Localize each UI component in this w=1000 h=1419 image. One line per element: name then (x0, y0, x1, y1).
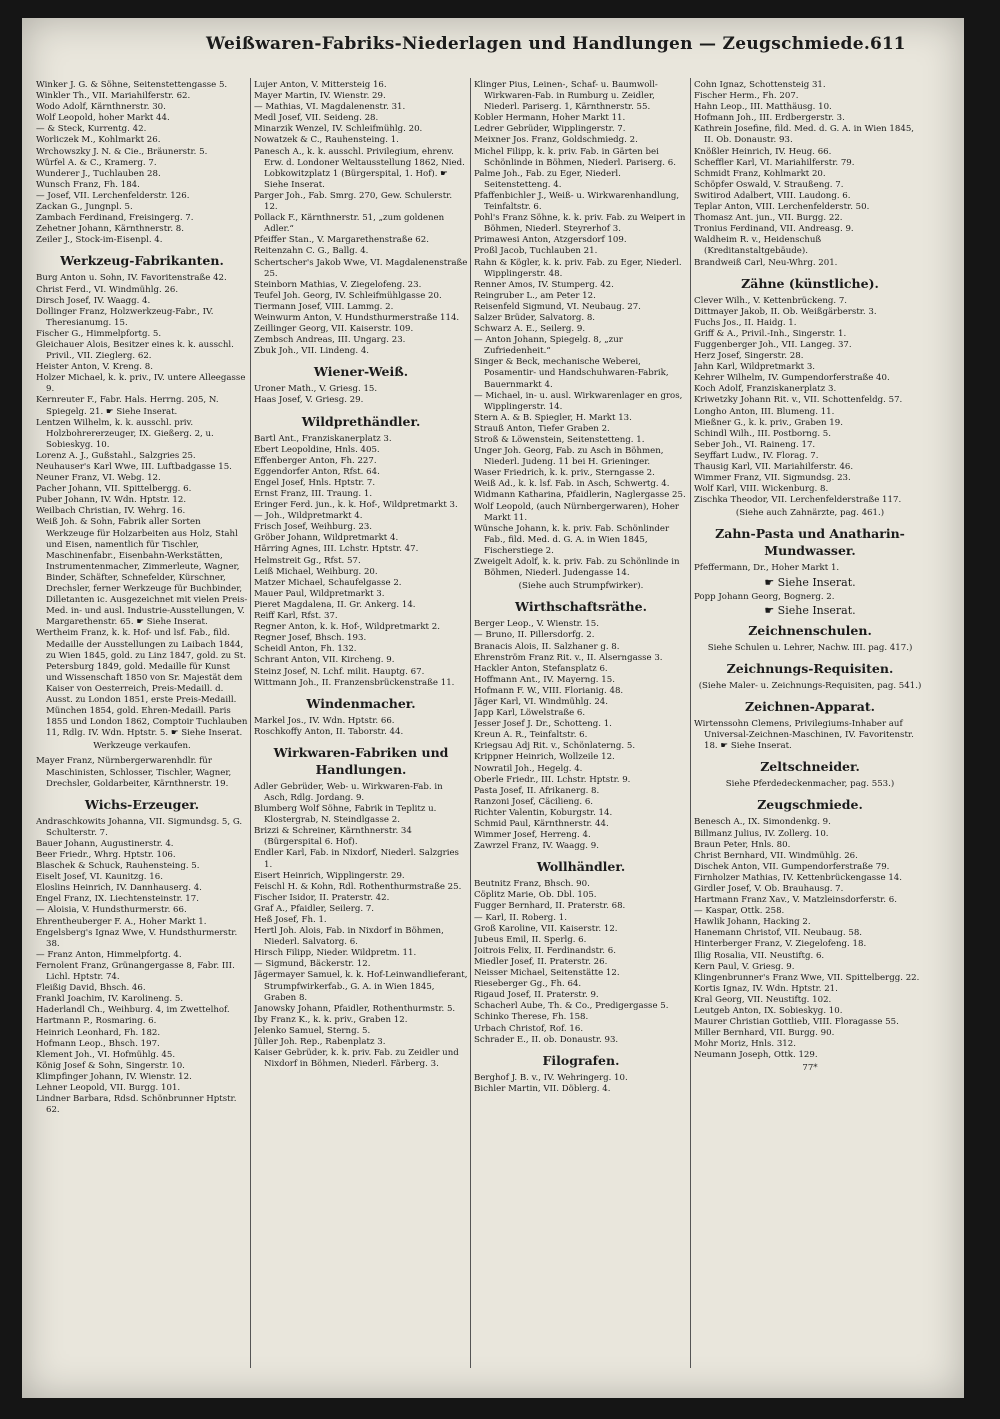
directory-entry: Klement Joh., VI. Hofmühlg. 45. (36, 1049, 176, 1060)
directory-entry: Frisch Josef, Weihburg. 23. (254, 522, 373, 533)
directory-entry: Lentzen Wilhelm, k. k. ausschl. priv. Holzbohrererzeuger, IX. Gießerg. 2, u. Sobieskyg. 10. (36, 417, 214, 450)
column-rule (250, 78, 251, 1368)
directory-entry: Oberle Friedr., III. Lchstr. Hptstr. 9. (474, 774, 631, 785)
directory-page (22, 18, 964, 1398)
directory-entry: Nowratil Joh., Hegelg. 4. (474, 763, 583, 774)
directory-entry: Fuchs Jos., II. Haidg. 1. (694, 317, 797, 328)
directory-entry: Neuner Franz, VI. Webg. 12. (36, 473, 161, 484)
directory-entry: Teplar Anton, VIII. Lerchenfelderstr. 50. (694, 202, 870, 213)
directory-entry: Richter Valentin, Koburgstr. 14. (474, 807, 613, 818)
directory-entry: Puber Johann, IV. Wdn. Hptstr. 12. (36, 495, 187, 506)
directory-entry: — Sigmund, Bäckerstr. 12. (254, 959, 371, 970)
directory-entry: Fuggenberger Joh., VII. Langeg. 37. (694, 339, 852, 350)
cross-reference-note: (Siehe auch Strumpfwirker). (518, 581, 644, 592)
directory-entry: Longho Anton, III. Blumeng. 11. (694, 406, 835, 417)
directory-entry: Tronius Ferdinand, VII. Andreasg. 9. (694, 224, 854, 235)
directory-entry: Dollinger Franz, Holzwerkzeug-Fabr., IV. Theresianumg. 15. (36, 306, 214, 328)
directory-entry: Bartl Ant., Franziskanerplatz 3. (254, 433, 392, 444)
directory-entry: Wimmer Josef, Herreng. 4. (474, 830, 591, 841)
directory-entry: Hinterberger Franz, V. Ziegelofeng. 18. (694, 939, 867, 950)
directory-entry: Schöpfer Oswald, V. Straußeng. 7. (694, 179, 844, 190)
directory-entry: Ehrentheuberger F. A., Hoher Markt 1. (36, 916, 207, 927)
directory-entry: Michel Filipp, k. k. priv. Fab. in Gärten bei Schönlinde in Böhmen, Niederl. Pariserg. 6. (474, 146, 676, 168)
directory-entry: Seyffart Ludw., IV. Florag. 7. (694, 450, 819, 461)
directory-entry: Schwarz A. E., Seilerg. 9. (474, 324, 586, 335)
directory-entry: Andraschkowits Johanna, VII. Sigmundsg. 5, G. Schulterstr. 7. (36, 816, 243, 838)
directory-entry: Meixner Jos. Franz, Goldschmiedg. 2. (474, 135, 638, 146)
section-heading: Wildprethändler. (301, 413, 421, 429)
directory-entry: Eiselt Josef, VI. Kaunitzg. 16. (36, 872, 163, 883)
directory-entry: Weilbach Christian, IV. Wehrg. 16. (36, 506, 186, 517)
directory-entry: Frankl Joachim, IV. Karolineng. 5. (36, 994, 184, 1005)
directory-entry: Brandweiß Carl, Neu-Whrg. 201. (694, 257, 838, 268)
directory-entry: Leiß Michael, Weihburg. 20. (254, 566, 378, 577)
section-heading: Windenmacher. (306, 695, 416, 711)
directory-entry: Rieseberger Gg., Fh. 64. (474, 979, 582, 990)
directory-entry: Scheffler Karl, VI. Mariahilferstr. 79. (694, 157, 855, 168)
directory-entry: Miller Bernhard, VII. Burgg. 90. (694, 1028, 835, 1039)
directory-entry: Pohl's Franz Söhne, k. k. priv. Fab. zu Weipert in Böhmen, Niederl. Steyrerhof 3. (474, 213, 686, 235)
directory-entry: — Franz Anton, Himmelpfortg. 4. (36, 949, 182, 960)
directory-entry: Wimmer Franz, VII. Sigmundsg. 23. (694, 473, 851, 484)
directory-entry: Wodo Adolf, Kärnthnerstr. 30. (36, 102, 166, 113)
directory-entry: — Aloisia, V. Hundsthurmerstr. 66. (36, 905, 187, 916)
directory-entry: Urbach Christof, Rof. 16. (474, 1023, 584, 1034)
section-heading: Wiener-Weiß. (313, 364, 409, 380)
directory-entry: Feischl H. & Kohn, Rdl. Rothenthurmstraße 25. (254, 881, 462, 892)
directory-entry: Salzer Brüder, Salvatorg. 8. (474, 312, 596, 323)
directory-entry: Stern A. & B. Spiegler, H. Markt 13. (474, 412, 632, 423)
column-1 (36, 80, 248, 1378)
directory-entry: Schacherl Aube, Th. & Co., Predigergasse 5. (474, 1001, 669, 1012)
directory-entry: Weiß Ad., k. k. lsf. Fab. in Asch, Schwertg. 4. (474, 479, 670, 490)
directory-entry: Kernreuter F., Fabr. Hals. Herrng. 205, N. Spiegelg. 21. ☛ Siehe Inserat. (36, 395, 219, 417)
directory-entry: Schmid Paul, Kärnthnerstr. 44. (474, 819, 609, 829)
column-4 (694, 80, 926, 1378)
directory-entry: Hofmann F. W., VIII. Florianig. 48. (474, 685, 624, 696)
directory-entry: Wünsche Johann, k. k. priv. Fab. Schönlinder Fab., fild. Med. d. G. A. in Wien 1845, Fischerstiege 2. (474, 523, 670, 556)
directory-entry: Pfaffenbichler J., Weiß- u. Wirkwarenhandlung, Teinfaltstr. 6. (474, 190, 680, 213)
directory-entry: Heß Josef, Fh. 1. (254, 915, 327, 925)
directory-entry: Wunderer J., Tuchlauben 28. (36, 168, 161, 179)
directory-entry: — Michael, in- u. ausl. Wirkwarenlager en gros, Wipplingerstr. 14. (474, 390, 683, 412)
section-heading: Wirthschaftsräthe. (515, 599, 647, 615)
directory-entry: Fischer Isidor, II. Praterstr. 42. (254, 892, 390, 903)
page-header (22, 34, 964, 68)
directory-entry: Fischer G., Himmelpfortg. 5. (36, 328, 162, 339)
directory-entry: Steinz Josef, N. Lchf. milit. Hauptg. 67. (254, 666, 425, 677)
directory-entry: Holzer Michael, k. k. priv., IV. untere Alleegasse 9. (36, 373, 246, 395)
directory-entry: Heister Anton, V. Kreng. 8. (36, 362, 153, 373)
directory-entry: Ranzoni Josef, Cäcilieng. 6. (474, 796, 594, 807)
directory-entry: Blaschek & Schuck, Rauhensteing. 5. (36, 861, 200, 872)
directory-entry: Mießner G., k. k. priv., Graben 19. (694, 417, 843, 428)
directory-entry: Reisenfeld Sigmund, VI. Neubaug. 27. (474, 301, 641, 312)
section-heading: Wollhändler. (536, 859, 626, 875)
section-heading: Zahn-Pasta und Anatharin-Mundwasser. (715, 526, 905, 559)
directory-entry: Primawesi Anton, Atzgersdorf 109. (474, 235, 627, 246)
directory-entry: Reiff Karl, Rfst. 37. (254, 611, 338, 622)
directory-entry: Jesser Josef J. Dr., Schotteng. 1. (474, 719, 612, 730)
directory-entry: Herz Josef, Singerstr. 28. (694, 351, 804, 362)
section-heading: Wichs-Erzeuger. (84, 796, 200, 812)
cross-reference-note: (Siehe Maler- u. Zeichnungs-Requisiten, pag. 541.) (698, 680, 922, 691)
directory-entry: Janowsky Johann, Pfaidler, Rothenthurmstr. 5. (254, 1003, 456, 1014)
directory-entry: Graf A., Pfaidler, Seilerg. 7. (254, 903, 375, 914)
directory-entry: Weinwurm Anton, V. Hundsthurmerstraße 114. (254, 312, 460, 323)
directory-entry: Pieret Magdalena, II. Gr. Ankerg. 14. (254, 599, 416, 610)
column-rule (470, 78, 471, 1368)
directory-entry: Haas Josef, V. Griesg. 29. (254, 395, 364, 406)
cross-reference-note: 77* (802, 1063, 818, 1074)
directory-entry: Wertheim Franz, k. k. Hof- und lsf. Fab., fild. Medaille der Ausstellungen zu Laibach 1844, zu Wien 1845, gold. zu Linz 1847, gold. zu St. Petersburg 1849, gold. Medaille für Kunst und Wissenschaft 1850 von Sr. Majestät dem Kaiser von Oesterreich, Preis-Medaill. d. Ausst. zu London 1851, erste Preis-Medaill. München 1854, gold. Ehren-Medaill. Paris 1855 und London 1862, Comptoir Tuchlauben 11, Rdlg. IV. Wdn. Hptstr. 5. ☛ Siehe Inserat. (36, 628, 248, 739)
directory-entry: Panesch A., k. k. ausschl. Privilegium, ehrenv. Erw. d. Londoner Weltausstellung 1862, Nied. Lobkowitzplatz 1 (Bürgerspital, 1. Hof). ☛ Siehe Inserat. (254, 146, 465, 190)
directory-entry: Zbuk Joh., VII. Lindeng. 4. (254, 346, 370, 357)
directory-entry: Härring Agnes, III. Lchstr. Hptstr. 47. (254, 544, 419, 555)
directory-entry: Engel Franz, IX. Liechtensteinstr. 17. (36, 894, 199, 905)
directory-entry: Klimpfinger Johann, IV. Wienstr. 12. (36, 1071, 192, 1082)
directory-entry: Kriegsau Adj Rit. v., Schönlaterng. 5. (474, 741, 636, 752)
directory-entry: Fernolent Franz, Grünangergasse 8, Fabr. III. Lichl. Hptstr. 74. (36, 960, 235, 983)
directory-entry: Wittmann Joh., II. Franzensbrückenstraße 11. (254, 677, 455, 688)
directory-entry: Groß Karoline, VII. Kaiserstr. 12. (474, 923, 618, 934)
directory-entry: Schmidt Franz, Kohlmarkt 20. (694, 168, 826, 179)
directory-entry: Engel Josef, Hnls. Hptstr. 7. (254, 477, 376, 488)
directory-entry: Endler Karl, Fab. in Nixdorf, Niederl. Salzgries 1. (254, 848, 459, 870)
directory-entry: Blumberg Wolf Söhne, Fabrik in Teplitz u. Klostergrab, N. Steindlgasse 2. (254, 804, 437, 826)
directory-entry: Mauer Paul, Wildpretmarkt 3. (254, 588, 385, 599)
directory-entry: Schinko Therese, Fh. 158. (474, 1012, 589, 1023)
directory-entry: Pfeffermann, Dr., Hoher Markt 1. (694, 563, 840, 574)
directory-entry: Kathrein Josefine, fild. Med. d. G. A. in Wien 1845, II. Ob. Donaustr. 93. (694, 124, 915, 146)
directory-entry: Fugger Bernhard, II. Praterstr. 68. (474, 901, 626, 912)
directory-entry: Lorenz A. J., Gußstahl., Salzgries 25. (36, 450, 196, 461)
section-heading: Zeugschmiede. (757, 797, 863, 813)
directory-entry: Ernst Franz, III. Traung. 1. (254, 489, 373, 499)
directory-entry: Illig Rosalia, VII. Neustiftg. 6. (694, 950, 825, 961)
directory-entry: Iby Franz K., k. k. priv., Graben 12. (254, 1014, 408, 1025)
directory-entry: Maurer Christian Gottlieb, VIII. Floragasse 55. (694, 1017, 899, 1028)
directory-entry: Zeillinger Georg, VII. Kaiserstr. 109. (254, 324, 414, 335)
directory-entry: Wunsch Franz, Fh. 184. (36, 179, 140, 190)
directory-entry: — & Steck, Kurrentg. 42. (36, 124, 147, 135)
directory-entry: Cohn Ignaz, Schottensteig 31. (694, 80, 826, 90)
directory-entry: Hirsch Filipp, Nieder. Wildpretm. 11. (254, 948, 417, 959)
section-heading: Werkzeug-Fabrikanten. (60, 253, 224, 269)
directory-entry: Stroß & Löwenstein, Seitenstetteng. 1. (474, 435, 645, 445)
directory-entry: Joitrois Felix, II. Ferdinandstr. 6. (474, 945, 616, 956)
section-heading: Zeichnen-Apparat. (745, 699, 875, 715)
directory-entry: Lehner Leopold, VII. Burgg. 101. (36, 1082, 181, 1093)
column-rule (690, 78, 691, 1368)
directory-entry: — Kaspar, Ottk. 258. (694, 906, 785, 917)
directory-entry: Uroner Math., V. Griesg. 15. (254, 384, 378, 395)
cross-reference-note: Werkzeuge verkaufen. (93, 741, 191, 752)
directory-entry: Zweigelt Adolf, k. k. priv. Fab. zu Schönlinde in Böhmen, Niederl. Judengasse 14. (474, 557, 680, 579)
directory-entry: Schrant Anton, VII. Kircheng. 9. (254, 655, 395, 666)
directory-entry: Eisert Heinrich, Wipplingerstr. 29. (254, 870, 405, 881)
directory-entry: Leutgeb Anton, IX. Sobieskyg. 10. (694, 1006, 843, 1016)
directory-entry: Matzer Michael, Schaufelgasse 2. (254, 577, 402, 588)
directory-entry: Tiermann Josef, VIII. Lammg. 2. (254, 301, 394, 312)
directory-entry: Nowatzek & C., Rauhensteing. 1. (254, 135, 399, 146)
directory-entry: Winkler Th., VII. Mariahilferstr. 62. (36, 91, 191, 102)
directory-entry: Weiß Joh. & Sohn, Fabrik aller Sorten Werkzeuge für Holzarbeiten aus Holz, Stahl und Eisen, namentlich für Tischler, Maschinenfabr., Eisenbahn-Werkstätten, Instrumentenmacher, Zimmerleute, Wagner, Binder, Schäfter, Schnefelder, Kürschner, Drechsler, ferner Werkzeuge für Buchbinder, Dilletanten ic. Ausgezeichnet mit vielen Preis-Med. in- und ausl. Industrie-Ausstellungen, V. Margarethenstr. 65. ☛ Siehe Inserat. (36, 517, 248, 628)
directory-entry: Thomasz Ant. jun., VII. Burgg. 22. (694, 213, 843, 224)
directory-entry: Zehetner Johann, Kärnthnerstr. 8. (36, 224, 184, 235)
directory-entry: Winker J. G. & Söhne, Seitenstettengasse 5. (36, 80, 228, 90)
directory-entry: Beutnitz Franz, Bhsch. 90. (474, 879, 590, 890)
directory-entry: Regner Josef, Bhsch. 193. (254, 633, 367, 644)
directory-entry: Wolf Leopold, hoher Markt 44. (36, 113, 170, 124)
directory-entry: Wirtenssohn Clemens, Privilegiums-Inhaber auf Universal-Zeichnen-Maschinen, IV. Favoritenstr. 18. ☛ Siehe Inserat. (694, 719, 914, 752)
directory-entry: Jahn Karl, Wildpretmarkt 3. (694, 362, 816, 373)
cross-reference-note: (Siehe auch Zahnärzte, pag. 461.) (735, 508, 885, 519)
directory-entry: Waser Friedrich, k. k. priv., Sterngasse 2. (474, 468, 655, 479)
directory-entry: Hanemann Christof, VII. Neubaug. 58. (694, 928, 863, 939)
directory-entry: Engelsberg's Ignaz Wwe, V. Hundsthurmerstr. 38. (36, 927, 238, 949)
directory-entry: Mayer Martin, IV. Wienstr. 29. (254, 91, 386, 102)
directory-entry: Widmann Katharina, Pfaidlerin, Naglergasse 25. (474, 490, 686, 501)
cross-reference-note: Siehe Schulen u. Lehrer, Nachw. III. pag. 417.) (707, 642, 913, 653)
directory-entry: Rahn & Kögler, k. k. priv. Fab. zu Eger, Niederl. Wipplingerstr. 48. (474, 257, 682, 279)
directory-entry: Reingruber L., am Peter 12. (474, 290, 596, 301)
directory-entry: Cöplitz Marie, Ob. Dbl. 105. (474, 890, 597, 901)
section-heading: Zeltschneider. (760, 759, 860, 775)
directory-entry: Eloslins Heinrich, IV. Dannhauserg. 4. (36, 883, 202, 894)
directory-entry: Schrader E., II. ob. Donaustr. 93. (474, 1034, 619, 1045)
directory-entry: Krippner Heinrich, Wollzeile 12. (474, 752, 615, 763)
directory-entry: Waldheim R. v., Heidenschuß (Kreditanstaltgebäude). (694, 235, 822, 257)
directory-entry: Helmstreit Gg., Rfst. 57. (254, 555, 361, 566)
directory-entry: Medl Josef, VII. Seideng. 28. (254, 113, 379, 124)
directory-entry: Ledrer Gebrüder, Wipplingerstr. 7. (474, 124, 626, 135)
directory-entry: Lujer Anton, V. Mittersteig 16. (254, 80, 387, 90)
directory-entry: Braun Peter, Hnls. 80. (694, 839, 791, 850)
directory-entry: Burg Anton u. Sohn, IV. Favoritenstraße 42. (36, 273, 227, 284)
directory-entry: Zawrzel Franz, IV. Waagg. 9. (474, 841, 599, 852)
directory-entry: Hofmann Joh., III. Erdbergerstr. 3. (694, 113, 845, 124)
directory-entry: Heinrich Leonhard, Fh. 182. (36, 1027, 161, 1038)
directory-entry: Eggendorfer Anton, Rfst. 64. (254, 466, 380, 477)
directory-entry: Markel Jos., IV. Wdn. Hptstr. 66. (254, 715, 395, 726)
directory-entry: Neumann Joseph, Ottk. 129. (694, 1050, 818, 1061)
section-heading: Zeichnungs-Requisiten. (726, 660, 894, 676)
directory-entry: Kehrer Wilhelm, IV. Gumpendorferstraße 40. (694, 373, 890, 384)
directory-entry: Mohr Moriz, Hnls. 312. (694, 1039, 796, 1050)
directory-entry: Neisser Michael, Seitenstätte 12. (474, 968, 620, 979)
directory-entry: Pfeiffer Stan., V. Margarethenstraße 62. (254, 235, 429, 246)
directory-entry: Reitenzahn C. G., Ballg. 4. (254, 246, 369, 257)
directory-entry: Jelenko Samuel, Sterng. 5. (254, 1025, 371, 1036)
directory-entry: Minarzik Wenzel, IV. Schleifmühlg. 20. (254, 124, 423, 135)
directory-entry: Dittmayer Jakob, II. Ob. Weißgärberstr. 3. (694, 306, 877, 317)
directory-entry: Klinger Pius, Leinen-, Schaf- u. Baumwoll-Wirkwaren-Fab. in Rumburg u. Zeidler, Niederl. Pariserg. 1, Kärnthnerstr. 55. (474, 80, 658, 113)
directory-entry: Ehrenström Franz Rit. v., II. Alserngasse 3. (474, 652, 663, 663)
directory-entry: Wolf Karl, VIII. Wickenburg. 8. (694, 484, 829, 495)
directory-entry: Singer & Beck, mechanische Weberei, Posamentir- und Handschuhwaren-Fabrik, Bauernmarkt 4. (474, 357, 669, 390)
section-heading: Filografen. (542, 1052, 620, 1068)
directory-entry: Fischer Herm., Fh. 207. (694, 91, 799, 102)
directory-entry: Clever Wilh., V. Kettenbrückeng. 7. (694, 295, 848, 306)
directory-entry: Switirod Adalbert, VIII. Laudong. 6. (694, 190, 851, 201)
directory-entry: Fleißig David, Bhsch. 46. (36, 983, 146, 994)
directory-entry: Dirsch Josef, IV. Waagg. 4. (36, 295, 151, 306)
directory-entry: Schertscher's Jakob Wwe, VI. Magdalenenstraße 25. (254, 257, 468, 279)
directory-entry: Girdler Josef, V. Ob. Brauhausg. 7. (694, 883, 844, 894)
directory-entry: Christ Bernhard, VII. Windmühlg. 26. (694, 850, 858, 861)
directory-entry: Mayer Franz, Nürnbergerwarenhdlr. für Maschinisten, Schlosser, Tischler, Wagner, Drechsler, Goldarbeiter, Kärnthnerstr. 19. (36, 756, 232, 789)
directory-entry: Jüller Joh. Rep., Rabenplatz 3. (254, 1037, 386, 1048)
directory-entry: Worliczek M., Kohlmarkt 26. (36, 135, 161, 146)
directory-entry: Würfel A. & C., Kramerg. 7. (36, 157, 157, 168)
directory-entry: Scheidl Anton, Fh. 132. (254, 644, 357, 655)
directory-entry: Zeiler J., Stock-im-Eisenpl. 4. (36, 235, 163, 246)
directory-entry: Miedler Josef, II. Praterstr. 26. (474, 956, 608, 967)
directory-entry: Zambach Ferdinand, Freisingerg. 7. (36, 213, 194, 224)
directory-entry: Kaiser Gebrüder, k. k. priv. Fab. zu Zeidler und Nixdorf in Böhmen, Niederl. Färberg. 3. (254, 1048, 459, 1070)
directory-entry: Brizzi & Schreiner, Kärnthnerstr. 34 (Bürgerspital 6. Hof). (254, 826, 412, 848)
directory-entry: Steinborn Mathias, V. Ziegelofeng. 23. (254, 279, 422, 290)
directory-entry: Firnholzer Mathias, IV. Kettenbrückengasse 14. (694, 872, 902, 883)
directory-entry: Proßl Jacob, Tuchlauben 21. (474, 246, 598, 257)
directory-entry: Pasta Josef, II. Afrikanerg. 8. (474, 785, 600, 796)
directory-entry: Griff & A., Privil.-Inh., Singerstr. 1. (694, 328, 847, 339)
directory-entry: Parger Joh., Fab. Smrg. 270, Gew. Schulerstr. 12. (254, 190, 453, 213)
directory-entry: Hartmann P., Rosmaring. 6. (36, 1016, 157, 1027)
directory-entry: Kortis Ignaz, IV. Wdn. Hptstr. 21. (694, 983, 838, 994)
directory-entry: Bichler Martin, VII. Döblerg. 4. (474, 1083, 611, 1094)
directory-entry: Hofmann Leop., Bhsch. 197. (36, 1038, 160, 1049)
directory-entry: Koch Adolf, Franziskanerplatz 3. (694, 384, 837, 395)
directory-entry: König Josef & Sohn, Singerstr. 10. (36, 1060, 185, 1071)
directory-entry: Zischka Theodor, VII. Lerchenfelderstraße 117. (694, 495, 902, 506)
directory-entry: Hoffmann Ant., IV. Mayerng. 15. (474, 674, 615, 685)
directory-entry: Pollack F., Kärnthnerstr. 51, „zum goldenen Adler.“ (254, 213, 445, 235)
directory-entry: Gröber Johann, Wildpretmarkt 4. (254, 533, 399, 544)
column-2 (254, 80, 468, 1378)
directory-entry: Kern Paul, V. Griesg. 9. (694, 961, 795, 972)
directory-entry: Christ Ferd., VI. Windmühlg. 26. (36, 284, 179, 295)
section-heading: Wirkwaren-Fabriken und Handlungen. (273, 744, 449, 777)
directory-entry: Hahn Leop., III. Matthäusg. 10. (694, 102, 832, 113)
directory-entry: Seber Joh., VI. Raineng. 17. (694, 439, 816, 450)
directory-entry: — Mathias, VI. Magdalenenstr. 31. (254, 102, 406, 113)
directory-entry: Dischek Anton, VII. Gumpendorferstraße 79. (694, 861, 890, 872)
directory-entry: Gleichauer Alois, Besitzer eines k. k. ausschl. Privil., VII. Zieglerg. 62. (36, 339, 234, 362)
directory-entry: Hartmann Franz Xav., V. Matzleinsdorferstr. 6. (694, 895, 897, 906)
directory-entry: Wolf Leopold, (auch Nürnbergerwaren), Hoher Markt 11. (474, 501, 680, 523)
cross-reference-note: Siehe Pferdedeckenmacher, pag. 553.) (725, 779, 895, 790)
see-advert-note: ☛ Siehe Inserat. (764, 575, 856, 589)
directory-entry: — Josef, VII. Lerchenfelderstr. 126. (36, 190, 190, 201)
directory-entry: Wrchowszky J. N. & Cie., Bräunerstr. 5. (36, 146, 208, 157)
directory-entry: Pacher Johann, VII. Spittelbergg. 6. (36, 484, 192, 495)
directory-entry: Unger Joh. Georg, Fab. zu Asch in Böhmen, Niederl. Judeng. 11 bei H. Grieninger. (474, 446, 664, 468)
directory-entry: Knößler Heinrich, IV. Heug. 66. (694, 146, 832, 157)
directory-entry: Popp Johann Georg, Bognerg. 2. (694, 591, 835, 602)
directory-entry: Regner Anton, k. k. Hof-, Wildpretmarkt 2. (254, 622, 440, 633)
directory-entry: Thausig Karl, VII. Mariahilferstr. 46. (694, 462, 854, 472)
section-heading: Zähne (künstliche). (741, 275, 879, 291)
column-3 (474, 80, 688, 1378)
directory-entry: Eringer Ferd. jun., k. k. Hof-, Wildpretmarkt 3. (254, 500, 458, 511)
directory-entry: Lindner Barbara, Rdsd. Schönbrunner Hptstr. 62. (36, 1094, 237, 1116)
directory-entry: Branacis Alois, II. Salzhaner g. 8. (474, 641, 620, 652)
running-title: Weißwaren-Fabriks-Niederlagen und Handlungen — Zeugschmiede. (206, 34, 871, 54)
directory-entry: Ebert Leopoldine, Hnls. 405. (254, 444, 380, 455)
directory-entry: Berger Leop., V. Wienstr. 15. (474, 619, 599, 630)
directory-entry: Neuhauser's Karl Wwe, III. Luftbadgasse 15. (36, 462, 232, 472)
directory-entry: Benesch A., IX. Simondenkg. 9. (694, 817, 831, 828)
directory-entry: — Joh., Wildpretmarkt 4. (254, 511, 363, 522)
directory-entry: Strauß Anton, Tiefer Graben 2. (474, 423, 610, 434)
directory-entry: Hawlik Johann, Hacking 2. (694, 917, 811, 928)
directory-entry: Berghof J. B. v., IV. Wehringerg. 10. (474, 1072, 628, 1083)
directory-entry: Billmanz Julius, IV. Zollerg. 10. (694, 828, 829, 839)
directory-entry: Bauer Johann, Augustinerstr. 4. (36, 838, 174, 849)
directory-entry: Japp Karl, Löwelstraße 6. (474, 708, 586, 719)
directory-entry: Kreun A. R., Teinfaltstr. 6. (474, 730, 588, 741)
directory-entry: Jubeus Emil, II. Sperlg. 6. (474, 934, 587, 945)
directory-entry: Jägermayer Samuel, k. k. Hof-Leinwandlieferant, Strumpfwirkerfab., G. A. in Wien 1845, Graben 8. (254, 970, 468, 1003)
directory-entry: Rigaud Josef, II. Praterstr. 9. (474, 990, 599, 1001)
directory-entry: — Karl, II. Roberg. 1. (474, 912, 567, 923)
directory-entry: Hackler Anton, Stefansplatz 6. (474, 663, 608, 674)
directory-entry: — Bruno, II. Pillersdorfg. 2. (474, 630, 595, 641)
directory-entry: Jäger Karl, VI. Windmühlg. 24. (474, 696, 608, 707)
directory-entry: Klingenbrunner's Franz Wwe, VII. Spittelbergg. 22. (694, 972, 920, 983)
page-number: 611 (870, 34, 906, 54)
directory-entry: Teufel Joh. Georg, IV. Schleifmühlgasse 20. (254, 290, 442, 301)
directory-entry: — Anton Johann, Spiegelg. 8, „zur Zufriedenheit.“ (474, 335, 623, 357)
see-advert-note: ☛ Siehe Inserat. (764, 603, 856, 617)
directory-entry: Kobler Hermann, Hoher Markt 11. (474, 113, 626, 124)
directory-entry: Kral Georg, VII. Neustiftg. 102. (694, 994, 832, 1005)
directory-entry: Zackan G., Jungnpl. 5. (36, 202, 133, 213)
directory-entry: Effenberger Anton, Fh. 227. (254, 455, 377, 466)
directory-entry: Schindl Wilh., III. Postborng. 5. (694, 428, 832, 439)
directory-entry: Haderlandl Ch., Weihburg. 4, im Zwettelhof. (36, 1005, 230, 1016)
directory-entry: Palme Joh., Fab. zu Eger, Niederl. Seitenstetteng. 4. (474, 168, 621, 190)
directory-entry: Zembsch Andreas, III. Ungarg. 23. (254, 335, 406, 346)
directory-entry: Beer Friedr., Whrg. Hptstr. 106. (36, 850, 176, 860)
directory-entry: Renner Amos, IV. Stumperg. 42. (474, 279, 614, 290)
directory-entry: Hertl Joh. Alois, Fab. in Nixdorf in Böhmen, Niederl. Salvatorg. 6. (254, 926, 444, 948)
directory-entry: Roschkoffy Anton, II. Taborstr. 44. (254, 726, 404, 737)
section-heading: Zeichnenschulen. (748, 622, 872, 638)
directory-entry: Adler Gebrüder, Web- u. Wirkwaren-Fab. in Asch, Rdlg. Jordang. 9. (254, 781, 443, 803)
directory-entry: Kriwetzky Johann Rit. v., VII. Schottenfeldg. 57. (694, 395, 903, 406)
